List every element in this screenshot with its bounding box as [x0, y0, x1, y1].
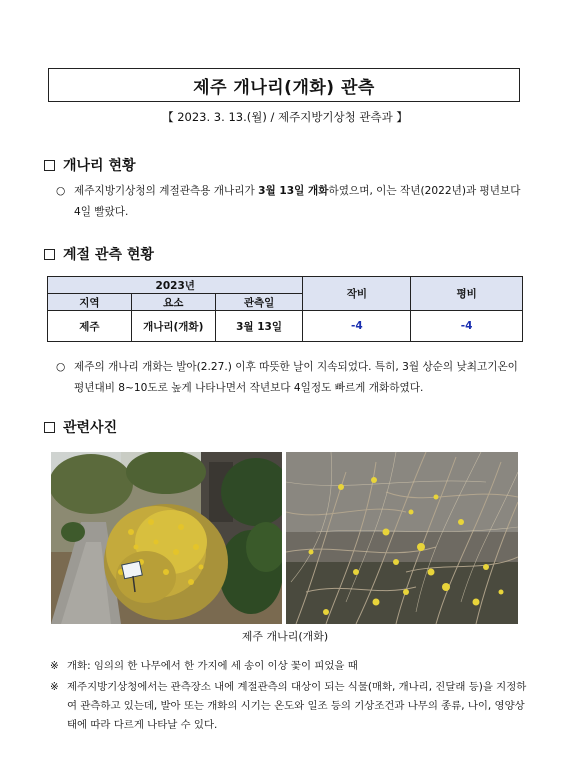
- document-title: [48, 68, 520, 102]
- observation-text: 제주의 개나리 개화는 발아(2.27.) 이후 따뜻한 날이 지속되었다. 특히, 3월 상순의 낮최고기온이 평년대비 8~10도로 높게 나타나면서 작년보다 4일정도 빠르게 개화하였다.: [74, 361, 518, 394]
- subtitle: 【 2023. 3. 13.(월) / 제주지방기상청 관측과 】: [162, 110, 408, 124]
- title-text: 제주 개나리(개화) 관측: [193, 77, 375, 98]
- status-text-post: 하였으며, 이는 작년(2022년)과 평년보다 4일 빨랐다.: [74, 185, 521, 218]
- note-item: [50, 678, 530, 735]
- photo-group: [51, 452, 518, 624]
- section-heading-text: 개나리 현황: [63, 158, 136, 174]
- section-heading-photos: [44, 417, 117, 437]
- note-item: [50, 657, 530, 676]
- status-paragraph: [56, 181, 526, 223]
- observation-paragraph: [56, 357, 526, 399]
- table-header-date: 관측일: [215, 294, 303, 311]
- table-cell-vs-last-year: -4: [303, 311, 411, 342]
- square-bullet-icon: [44, 249, 55, 260]
- table-cell-region: 제주: [48, 311, 132, 342]
- section-heading-text: 계절 관측 현황: [63, 247, 154, 263]
- photo-caption: 제주 개나리(개화): [241, 630, 329, 643]
- circle-bullet-icon: ○: [56, 185, 66, 197]
- section-heading-status: [44, 155, 136, 175]
- square-bullet-icon: [44, 160, 55, 171]
- forsythia-bush-photo: [51, 452, 282, 624]
- square-bullet-icon: [44, 422, 55, 433]
- status-text-pre: 제주지방기상청의 계절관측용 개나리가: [74, 185, 259, 197]
- reference-mark-icon: ※: [50, 660, 59, 672]
- status-text-bold: 3월 13일 개화: [258, 185, 329, 197]
- note-text: 제주지방기상청에서는 관측장소 내에 계절관측의 대상이 되는 식물(매화, 개나리, 진달래 등)을 지정하여 관측하고 있는데, 발아 또는 개화의 시기는 온도와 일조 등의 기상조건과 나무의 종류, 나이, 영양상태에 따라 다르게 나타날 수 있다.: [67, 681, 527, 731]
- table-cell-date: 3월 13일: [215, 311, 303, 342]
- table-row: [48, 311, 523, 342]
- circle-bullet-icon: ○: [56, 361, 66, 373]
- section-heading-observation: [44, 244, 154, 264]
- table-cell-vs-normal: -4: [411, 311, 523, 342]
- forsythia-closeup-image: [286, 452, 518, 624]
- note-text: 개화: 임의의 한 나무에서 한 가지에 세 송이 이상 꽃이 피었을 때: [67, 660, 358, 672]
- forsythia-closeup-photo: [286, 452, 518, 624]
- table-header-vs-normal: 평비: [411, 277, 523, 311]
- table-header-region: 지역: [48, 294, 132, 311]
- table-header-vs-last-year: 작비: [303, 277, 411, 311]
- reference-mark-icon: ※: [50, 681, 59, 693]
- table-cell-element: 개나리(개화): [131, 311, 215, 342]
- section-heading-text: 관련사진: [63, 420, 118, 436]
- table-header-element: 요소: [131, 294, 215, 311]
- observation-table: [47, 276, 523, 342]
- forsythia-bush-image: [51, 452, 282, 624]
- table-header-year: 2023년: [48, 277, 303, 294]
